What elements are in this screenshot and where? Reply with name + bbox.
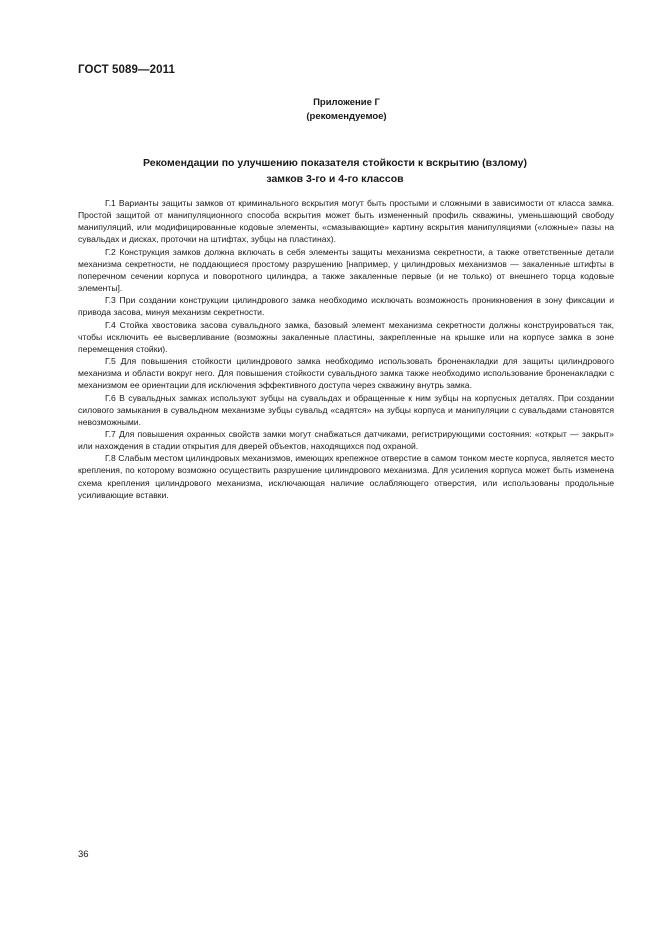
paragraph-g1: Г.1 Варианты защиты замков от криминального вскрытия могут быть простыми и сложными в зависимости от класса замка. Простой защитой от манипуляционного способа вскрытия может быть измененный профиль скважины, уменьшающий свободу манипуляций, или модифицированные кодовые элементы, «смазывающие» картину вскрытия манипуляциями («ложные» пазы на сувальдах и дисках, проточки на штифтах, зубцы на пластинах). [78,198,614,245]
section-title [120,155,550,187]
appendix-title: Приложение Г [313,97,380,108]
standard-header: ГОСТ 5089—2011 [78,64,175,76]
section-title-line-1: Рекомендации по улучшению показателя стойкости к вскрытию (взлому) [142,157,527,169]
paragraph-g7: Г.7 Для повышения охранных свойств замки могут снабжаться датчиками, регистрирующими состояния: «открыт — закрыт» или нахождения в стадии открытия для дверей объектов, находящихся под охраной. [78,428,614,452]
appendix-status: (рекомендуемое) [306,111,387,122]
paragraph-g6: Г.6 В сувальдных замках используют зубцы на сувальдах и обращенные к ним зубцы на корпусных деталях. При создании силового замыкания в сувальдном механизме зубцы сувальд «садятся» на зубцы корпуса и манипуляции с сувальдами становятся невозможными. [78,392,614,427]
paragraph-g4: Г.4 Стойка хвостовика засова сувальдного замка, базовый элемент механизма секретности должны конструироваться так, чтобы исключить ее высверливание (возможны закаленные пластины, закрепленные на крышке или на корпусе замка в зоне перемещения стойки). [78,319,614,354]
paragraph-g8: Г.8 Слабым местом цилиндровых механизмов, имеющих крепежное отверстие в самом тонком месте корпуса, является место крепления, по которому возможно осуществить разрушение цилиндрового механизма. Для усиления корпуса может быть изменена схема крепления цилиндрового механизма, исключающая наличие ослабляющего отверстия, или использованы продольные усиливающие вставки. [78,453,614,500]
paragraph-g5: Г.5 Для повышения стойкости цилиндрового замка необходимо использовать броненакладки для защиты цилиндрового механизма и области вокруг него. Для повышения стойкости сувальдного замка также необходимо использование броненакладки с механизмом ее ориентации для исключения эффективного доступа через скважину внутрь замка. [78,356,614,391]
paragraph-g3: Г.3 При создании конструкции цилиндрового замка необходимо исключать возможность проникновения в зону фиксации и привода засова, минуя механизм секретности. [78,295,614,318]
body-text [78,197,614,501]
page-number: 36 [78,849,89,860]
section-title-line-2: замков 3-го и 4-го классов [266,173,404,185]
paragraph-g2: Г.2 Конструкция замков должна включать в себя элементы защиты механизма секретности, а также ответственные детали механизма секретности, не поддающиеся простому разрушению [например, у цилиндровых механизмов — закаленные штифты в поперечном сечении корпуса и поворотного цилиндра, а также закаленные первые (и не только) от внешнего торца кодовые элементы]. [78,246,614,294]
appendix-heading [0,96,661,124]
